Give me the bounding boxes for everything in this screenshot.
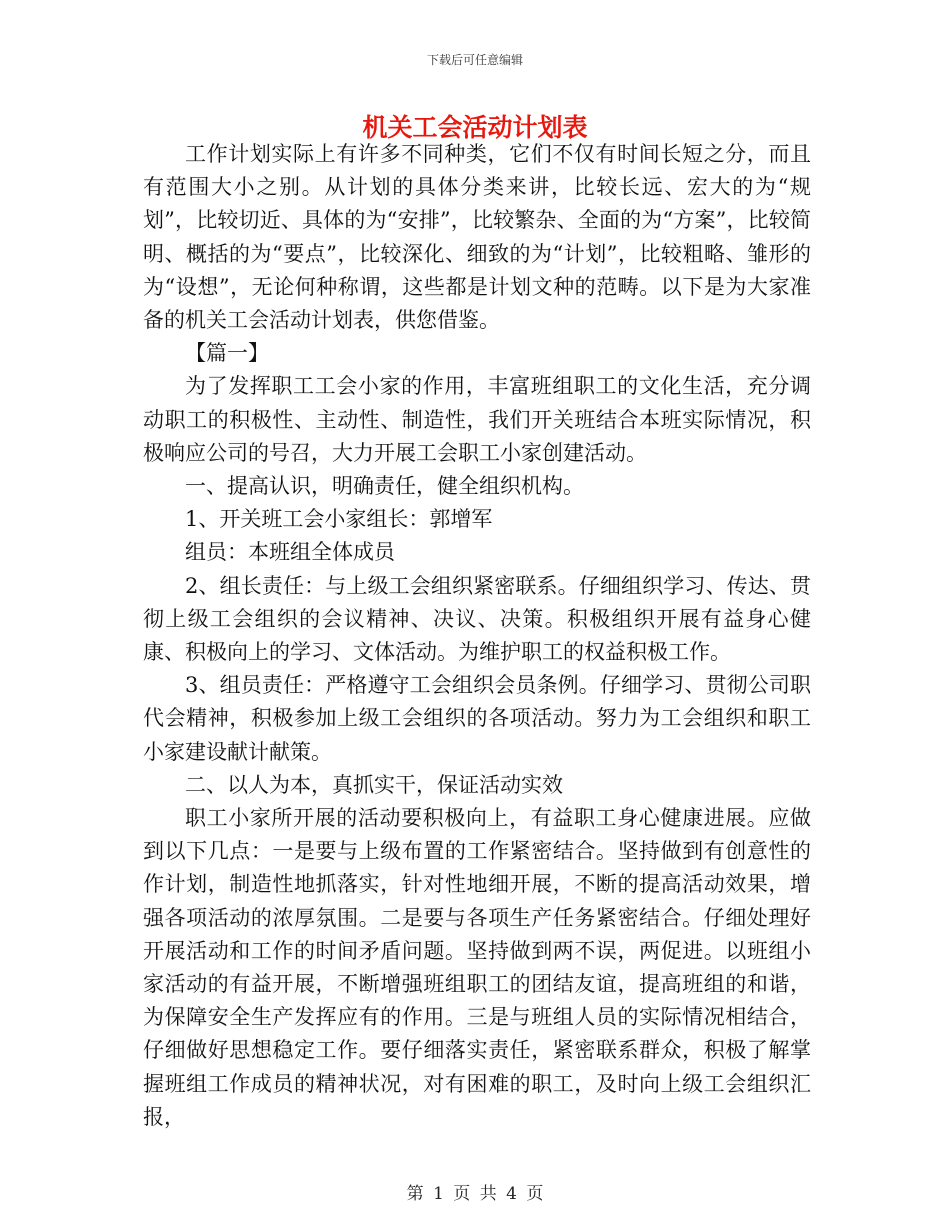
page-header-note: 下载后可任意编辑 [426,53,523,67]
document-body [143,138,811,1134]
leader-duties-paragraph: 2、组长责任：与上级工会组织紧密联系。仔细组织学习、传达、贯彻上级工会组织的会议精神、决议、决策。积极组织开展有益身心健康、积极向上的学习、文体活动。为维护职工的权益积极工作。 [143,573,811,665]
intro-paragraph: 工作计划实际上有许多不同种类，它们不仅有时间长短之分，而且有范围大小之别。从计划的具体分类来讲，比较长远、宏大的为“规划”，比较切近、具体的为“安排”，比较繁杂、全面的为“方案”，比较简明、概括的为“要点”，比较深化、细致的为“计划”，比较粗略、雏形的为“设想”，无论何种称谓，这些都是计划文种的范畴。以下是为大家准备的机关工会活动计划表，供您借鉴。 [143,142,811,333]
heading-implementation: 二、以人为本，真抓实干，保证活动实效 [185,772,563,797]
activities-paragraph: 职工小家所开展的活动要积极向上，有益职工身心健康进展。应做到以下几点：一是要与上级布置的工作紧密结合。坚持做到有创意性的作计划，制造性地抓落实，针对性地细开展，不断的提高活动效果，增强各项活动的浓厚氛围。二是要与各项生产任务紧密结合。仔细处理好开展活动和工作的时间矛盾问题。坚持做到两不误，两促进。以班组小家活动的有益开展，不断增强班组职工的团结友谊，提高班组的和谐，为保障安全生产发挥应有的作用。三是与班组人员的实际情况相结合，仔细做好思想稳定工作。要仔细落实责任，紧密联系群众，积极了解掌握班组工作成员的精神状况，对有困难的职工，及时向上级工会组织汇报， [143,806,811,1129]
page-number-footer: 第 1 页 共 4 页 [406,1184,544,1204]
heading-organization: 一、提高认识，明确责任，健全组织机构。 [185,474,584,499]
purpose-paragraph: 为了发挥职工工会小家的作用，丰富班组职工的文化生活，充分调动职工的积极性、主动性、制造性，我们开关班结合本班实际情况，积极响应公司的号召，大力开展工会职工小家创建活动。 [143,374,811,465]
member-duties-paragraph: 3、组员责任：严格遵守工会组织会员条例。仔细学习、贯彻公司职代会精神，积极参加上级工会组织的各项活动。努力为工会组织和职工小家建设献计献策。 [143,673,811,764]
team-leader-line: 1、开关班工会小家组长：郭增军 [185,507,493,532]
team-members-line: 组员：本班组全体成员 [185,540,395,565]
document-title: 机关工会活动计划表 [362,113,588,142]
section-heading-part-one: 【篇一】 [185,341,269,366]
